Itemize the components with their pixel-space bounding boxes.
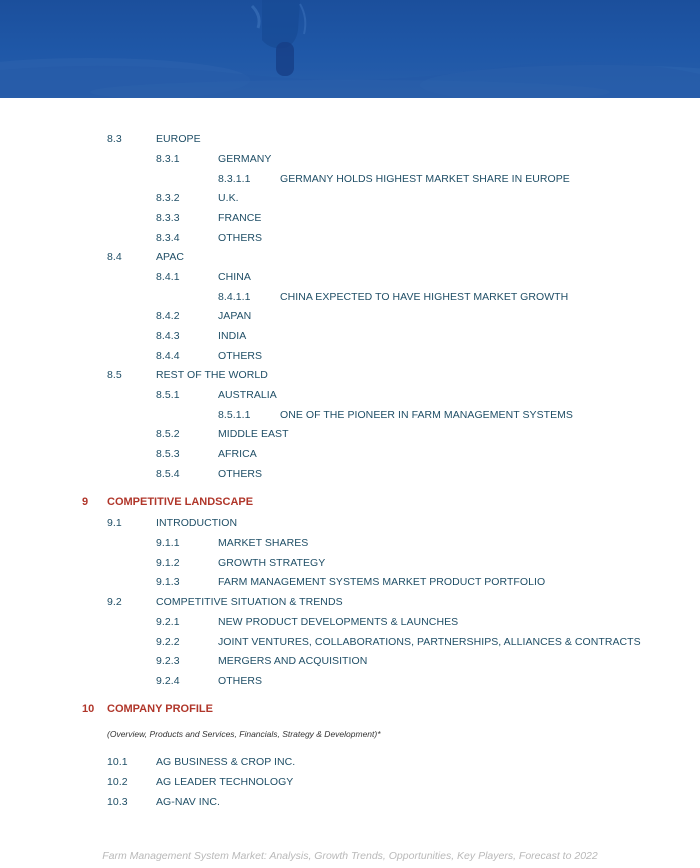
toc-entry-title: MIDDLE EAST — [218, 428, 289, 440]
toc-entry-title: OTHERS — [218, 468, 263, 480]
toc-entry-number: 8.4.4 — [156, 350, 180, 362]
chapter-heading-number: 9 — [82, 496, 89, 508]
toc-entry-number: 8.4.1 — [156, 271, 180, 283]
toc-entry-number: 8.5 — [107, 369, 122, 381]
toc-entry-number: 8.5.3 — [156, 448, 180, 460]
toc-entry-number: 9.1.3 — [156, 576, 180, 588]
toc-entry-number: 8.3.2 — [156, 192, 180, 204]
toc-entry-number: 8.3.1.1 — [218, 173, 251, 185]
toc-entry-title: AFRICA — [218, 448, 257, 460]
toc-entry-title: MERGERS AND ACQUISITION — [218, 655, 368, 667]
toc-entry-title: INDIA — [218, 330, 247, 342]
toc-entry-number: 8.5.1.1 — [218, 409, 251, 421]
toc-entry-title: OTHERS — [218, 675, 263, 687]
toc-entry-number: 8.4 — [107, 251, 122, 263]
toc-entry-number: 9.2.4 — [156, 675, 180, 687]
toc-entry-number: 8.4.3 — [156, 330, 180, 342]
toc-entry-number: 10.2 — [107, 776, 128, 788]
toc-entry-number: 8.3.3 — [156, 212, 180, 224]
toc-entry-title: APAC — [156, 251, 185, 263]
toc-entry-number: 8.5.1 — [156, 389, 180, 401]
toc-entry-title: FARM MANAGEMENT SYSTEMS MARKET PRODUCT PORTFOLIO — [218, 576, 546, 588]
toc-entry-number: 9.1 — [107, 517, 122, 529]
section-note-title: (Overview, Products and Services, Financials, Strategy & Development)* — [107, 729, 381, 739]
toc-entry-title: NEW PRODUCT DEVELOPMENTS & LAUNCHES — [218, 616, 459, 628]
toc-entry-title: INTRODUCTION — [156, 517, 238, 529]
toc-entry-title: CHINA — [218, 271, 251, 283]
toc-entry-title: FRANCE — [218, 212, 262, 224]
toc-entry-number: 10.3 — [107, 796, 128, 808]
toc-entry-number: 9.2 — [107, 596, 122, 608]
toc-entry-title: JOINT VENTURES, COLLABORATIONS, PARTNERSHIPS, ALLIANCES & CONTRACTS — [218, 636, 641, 648]
page-footer: Farm Management System Market: Analysis, Growth Trends, Opportunities, Key Players, Forecast to 2022 — [102, 850, 598, 862]
toc-entry-number: 8.5.4 — [156, 468, 180, 480]
chapter-heading-title: COMPANY PROFILE — [107, 703, 213, 715]
toc-entry-title: U.K. — [218, 192, 239, 204]
toc-entry-title: JAPAN — [218, 310, 252, 322]
toc-entry-title: GERMANY — [218, 153, 272, 165]
toc-entry-number: 9.1.1 — [156, 537, 180, 549]
toc-entry-title: AG-NAV INC. — [156, 796, 220, 808]
toc-entry-title: AG BUSINESS & CROP INC. — [156, 756, 296, 768]
toc-entry-title: EUROPE — [156, 133, 201, 145]
toc-entry-number: 10.1 — [107, 756, 128, 768]
toc-entry-number: 8.5.2 — [156, 428, 180, 440]
toc-entry-number: 9.2.2 — [156, 636, 180, 648]
chapter-heading-title: COMPETITIVE LANDSCAPE — [107, 496, 254, 508]
toc-entry-title: GERMANY HOLDS HIGHEST MARKET SHARE IN EUROPE — [280, 173, 570, 185]
toc-entry-number: 9.1.2 — [156, 557, 180, 569]
toc-entry-title: OTHERS — [218, 232, 263, 244]
toc-entry-number: 8.3 — [107, 133, 122, 145]
toc-entry-title: GROWTH STRATEGY — [218, 557, 326, 569]
toc-entry-number: 8.3.4 — [156, 232, 180, 244]
toc-entry-title: AG LEADER TECHNOLOGY — [156, 776, 294, 788]
toc-entry-title: MARKET SHARES — [218, 537, 309, 549]
chapter-heading-number: 10 — [82, 703, 95, 715]
toc-entry-title: COMPETITIVE SITUATION & TRENDS — [156, 596, 343, 608]
toc-entry-number: 9.2.1 — [156, 616, 180, 628]
toc-entry-number: 8.4.2 — [156, 310, 180, 322]
toc-entry-number: 8.4.1.1 — [218, 291, 251, 303]
toc-entry-title: OTHERS — [218, 350, 263, 362]
toc-entry-title: AUSTRALIA — [218, 389, 277, 401]
toc-entry-number: 8.3.1 — [156, 153, 180, 165]
toc-entry-title: REST OF THE WORLD — [156, 369, 268, 381]
toc-entry-title: CHINA EXPECTED TO HAVE HIGHEST MARKET GROWTH — [280, 291, 569, 303]
toc-entry-number: 9.2.3 — [156, 655, 180, 667]
toc-entry-title: ONE OF THE PIONEER IN FARM MANAGEMENT SYSTEMS — [280, 409, 573, 421]
